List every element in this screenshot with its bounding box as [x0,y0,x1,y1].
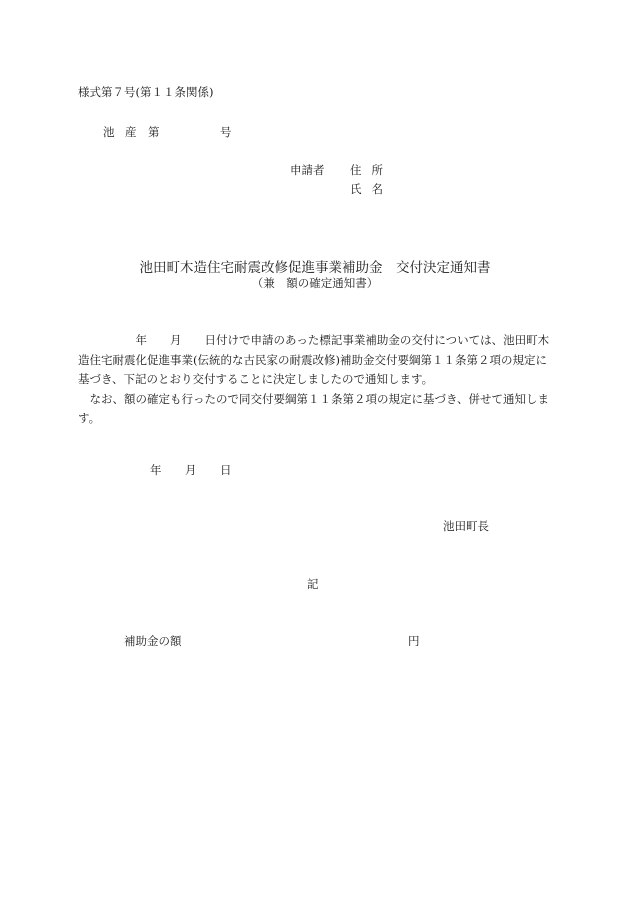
date-month: 月 [185,463,197,477]
subsidy-amount-label: 補助金の額 [124,634,182,648]
yen-unit: 円 [408,634,420,648]
reference-part-3: 第 [148,125,160,139]
applicant-label: 申請者 [290,163,325,177]
body-paragraph-2: なお、額の確定も行ったので同交付要綱第１１条第２項の規定に基づき、併せて通知します。 [78,391,550,425]
date-year: 年 [150,463,162,477]
address-label: 住所 [350,163,393,177]
body-text [78,331,552,429]
ki-heading: 記 [307,577,319,591]
reference-part-2: 産 [125,125,137,139]
document-subtitle: （兼 額の確定通知書） [251,276,379,290]
form-number: 様式第７号(第１１条関係) [78,85,214,99]
reference-part-1: 池 [103,125,115,139]
issuer-name: 池田町長 [443,519,489,533]
reference-part-4: 号 [220,125,232,139]
document-title: 池田町木造住宅耐震改修促進事業補助金 交付決定通知書 [139,260,491,276]
date-day: 日 [220,463,232,477]
name-label: 氏名 [350,182,393,196]
body-paragraph-1: 年 月 日付けで申請のあった標記事業補助金の交付については、池田町木造住宅耐震化促進事業(伝統的な古民家の耐震改修)補助金交付要綱第１１条第２項の規定に基づき、下記のとおり交付することに決定しましたので通知します。 [78,333,550,386]
